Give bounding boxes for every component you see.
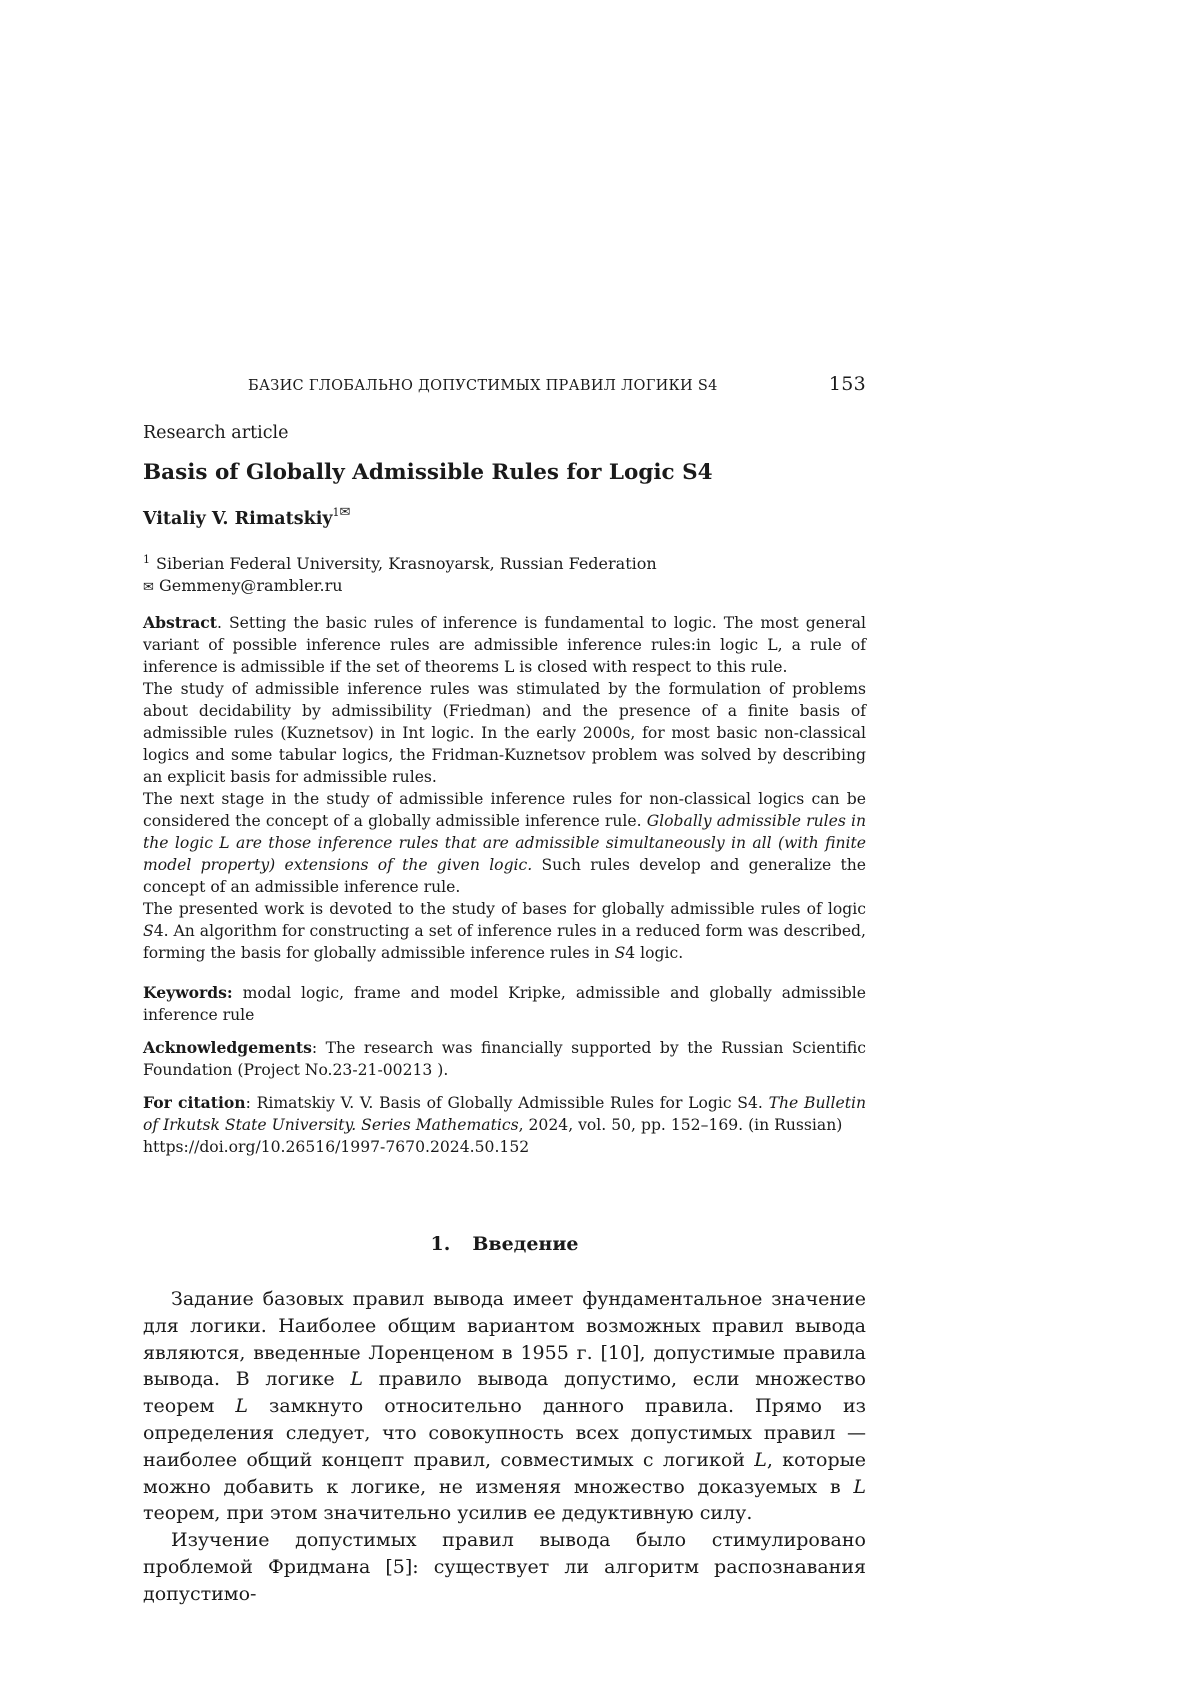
section-title: Введение (472, 1233, 579, 1255)
affiliation-text: Siberian Federal University, Krasnoyarsk, Russian Federation (156, 554, 657, 573)
running-head-title: БАЗИС ГЛОБАЛЬНО ДОПУСТИМЫХ ПРАВИЛ ЛОГИКИ S4 (248, 378, 718, 394)
affiliation-line (143, 549, 866, 575)
acknowledgements (143, 1037, 866, 1081)
document-page (143, 0, 866, 1698)
section-heading (143, 1233, 866, 1255)
citation: For citation: Rimatskiy V. V. Basis of Globally Admissible Rules for Logic S4. The Bulletin of Irkutsk State University. Series Mathematics, 2024, vol. 50, pp. 152–169. (in Russian) https://doi.org/10.26516/1997-7670.2024.50.152 (143, 1093, 866, 1156)
doi-link[interactable]: https://doi.org/10.26516/1997-7670.2024.50.152 (143, 1138, 530, 1156)
abstract-paragraph: The study of admissible inference rules was stimulated by the formulation of problems about decidability by admissibility (Friedman) and the presence of a finite basis of admissible rules (Kuznetsov) in Int logic. In the early 2000s, for most basic non-classical logics and some tabular logics, the Fridman-Kuznetsov problem was solved by describing an explicit basis for admissible rules. (143, 680, 866, 786)
keywords-text: modal logic, frame and model Kripke, admissible and globally admissible inference rule (143, 984, 866, 1024)
page-number: 153 (828, 373, 866, 395)
author-name: Vitaliy V. Rimatskiy (143, 509, 333, 529)
journal-name: The Bulletin of Irkutsk State University. Series Mathematics (143, 1094, 866, 1134)
citation-label: For citation (143, 1093, 246, 1112)
section-number: 1. (430, 1233, 451, 1255)
author-affiliation-mark: 1✉ (332, 505, 351, 520)
acknowledgements-text: : The research was financially supported by the Russian Scientific Foundation (Project No.23-21-00213 ). (143, 1039, 866, 1079)
envelope-icon: ✉ (339, 505, 351, 520)
affiliation-mark: 1 (143, 553, 150, 566)
body-text (143, 1286, 866, 1608)
email-line (143, 575, 866, 599)
keywords-label: Keywords: (143, 983, 233, 1002)
abstract (143, 612, 866, 964)
author-line (143, 505, 866, 529)
abstract-paragraph: The next stage in the study of admissible inference rules for non-classical logics can be considered the concept of a globally admissible inference rule. Globally admissible rules in the logic L are those inference rules that are admissible simultaneously in all (with finite model property) extensions of the given logic. Such rules develop and generalize the concept of an admissible inference rule. (143, 790, 867, 896)
body-paragraph: Задание базовых правил вывода имеет фундаментальное значение для логики. Наиболее общим вариантом возможных правил вывода являются, введенные Лоренценом в 1955 г. [10], допустимые правила вывода. В логике L правило вывода допустимо, если множество теорем L замкнуто относительно данного правила. Прямо из определения следует, что совокупность всех допустимых правил — наиболее общий концепт правил, совместимых с логикой L, которые можно добавить к логике, не изменяя множество доказуемых в L теорем, при этом значительно усилив ее дедуктивную силу. (143, 1288, 867, 1525)
article-type: Research article (143, 423, 289, 443)
body-paragraph: Изучение допустимых правил вывода было стимулировано проблемой Фридмана [5]: существует ли алгоритм распознавания допустимо- (143, 1529, 866, 1605)
keywords (143, 982, 866, 1026)
abstract-label: Abstract (143, 613, 218, 632)
article-title: Basis of Globally Admissible Rules for Logic S4 (143, 460, 713, 485)
envelope-icon: ✉ (143, 580, 154, 595)
abstract-paragraph: Abstract. Setting the basic rules of inference is fundamental to logic. The most general variant of possible inference rules are admissible inference rules:in logic L, a rule of inference is admissible if the set of theorems L is closed with respect to this rule. (143, 613, 866, 676)
abstract-paragraph: The presented work is devoted to the study of bases for globally admissible rules of logic S4. An algorithm for constructing a set of inference rules in a reduced form was described, forming the basis for globally admissible inference rules in S4 logic. (143, 900, 866, 962)
acknowledgements-label: Acknowledgements (143, 1038, 312, 1057)
affiliation-block (143, 549, 866, 599)
author-email[interactable]: Gemmeny@rambler.ru (159, 576, 343, 595)
